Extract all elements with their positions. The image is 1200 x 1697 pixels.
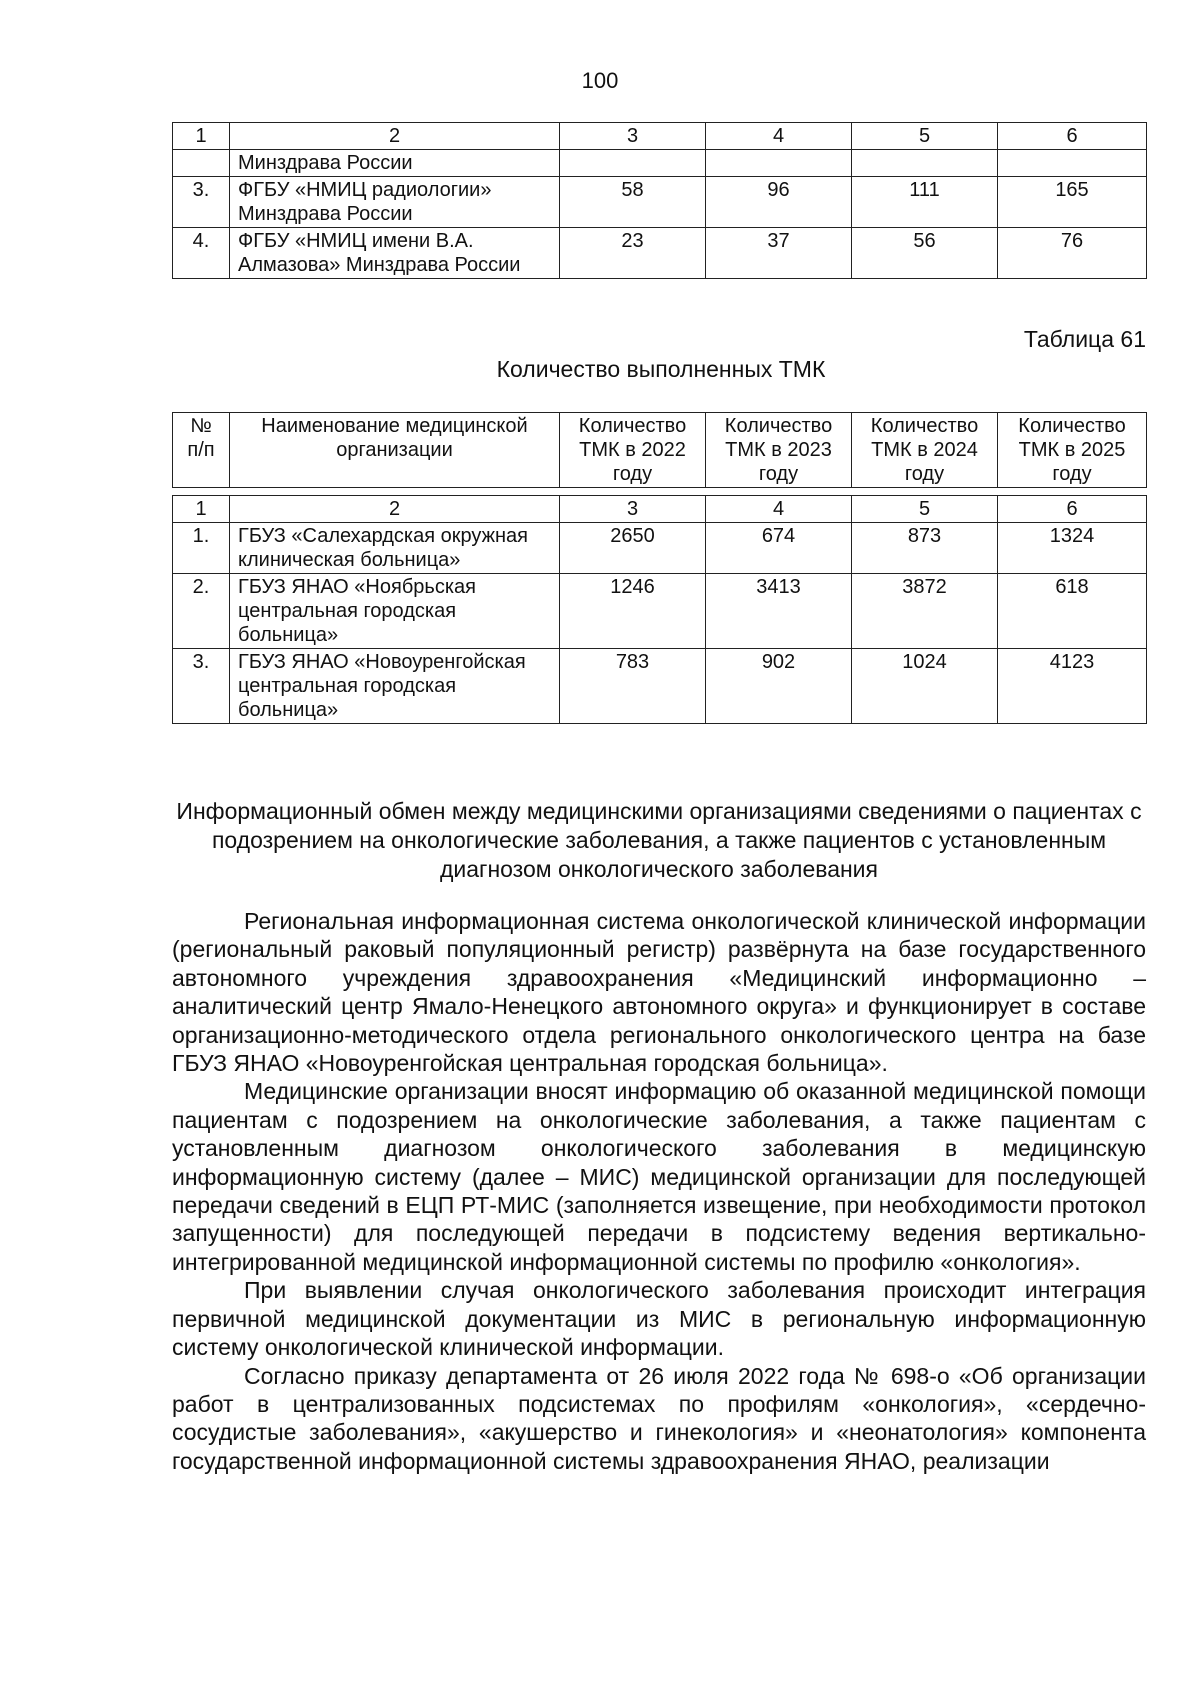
table-cell: 1 <box>173 123 230 150</box>
column-header: № п/п <box>173 413 230 488</box>
value-2025 <box>998 150 1147 177</box>
table-title: Количество выполненных ТМК <box>496 356 826 382</box>
value-2022 <box>560 150 706 177</box>
table-cell: 3 <box>560 496 706 523</box>
value-2024 <box>852 150 998 177</box>
value-2024: 111 <box>852 177 998 228</box>
table-row <box>173 523 1147 574</box>
value-2025: 76 <box>998 228 1147 279</box>
table-cell: 6 <box>998 123 1147 150</box>
table-index-row <box>173 496 1147 523</box>
value-2022: 23 <box>560 228 706 279</box>
row-number: 2. <box>173 574 230 649</box>
table-caption: Таблица 61 <box>1023 326 1146 352</box>
table-row <box>173 150 1147 177</box>
column-header: Количество ТМК в 2024 году <box>852 413 998 488</box>
value-2023 <box>706 150 852 177</box>
value-2022: 2650 <box>560 523 706 574</box>
row-number: 4. <box>173 228 230 279</box>
value-2022: 58 <box>560 177 706 228</box>
org-name: ФГБУ «НМИЦ радиологии» Минздрава России <box>230 177 560 228</box>
org-name: ГБУЗ «Салехардская окружная клиническая больница» <box>230 523 560 574</box>
table-row <box>173 177 1147 228</box>
value-2022: 783 <box>560 649 706 724</box>
table-cell: 1 <box>173 496 230 523</box>
paragraph: Согласно приказу департамента от 26 июля 2022 года № 698-о «Об организации работ в централизованных подсистемах по профилям «онкология», «сердечно-сосудистые заболевания», «акушерство и гинекология» и «неонатология» компонента государственной информационной системы здравоохранения ЯНАО, реализации <box>172 1362 1146 1474</box>
section-heading: Информационный обмен между медицинскими организациями сведениями о пациентах с подозрением на онкологические заболевания, а также пациентов с установленным диагнозом онкологического заболевания <box>176 798 1142 882</box>
column-header: Количество ТМК в 2022 году <box>560 413 706 488</box>
row-number <box>173 150 230 177</box>
row-number: 3. <box>173 177 230 228</box>
column-header: Количество ТМК в 2023 году <box>706 413 852 488</box>
column-header: Количество ТМК в 2025 году <box>998 413 1147 488</box>
value-2024: 56 <box>852 228 998 279</box>
table-cell: 2 <box>230 123 560 150</box>
value-2023: 674 <box>706 523 852 574</box>
row-number: 1. <box>173 523 230 574</box>
table-body <box>172 495 1147 724</box>
column-header: Наименование медицинской организации <box>230 413 560 488</box>
table-cell: 4 <box>706 123 852 150</box>
value-2025: 1324 <box>998 523 1147 574</box>
value-2025: 618 <box>998 574 1147 649</box>
table-row <box>173 649 1147 724</box>
value-2025: 4123 <box>998 649 1147 724</box>
paragraph: Региональная информационная система онкологической клинической информации (региональный раковый популяционный регистр) развёрнута на базе государственного автономного учреждения здравоохранения «Медицинский информационно – аналитический центр Ямало-Ненецкого автономного округа» и функционирует в составе организационно-методического отдела регионального онкологического центра на базе ГБУЗ ЯНАО «Новоуренгойская центральная городская больница». <box>172 908 1146 1077</box>
paragraph: Медицинские организации вносят информацию об оказанной медицинской помощи пациентам с подозрением на онкологические заболевания, а также пациентам с установленным диагнозом онкологического заболевания в медицинскую информационную систему (далее – МИС) медицинской организации для последующей передачи сведений в ЕЦП РТ-МИС (заполняется извещение, при необходимости протокол запущенности) для последующей передачи в подсистему ведения вертикально-интегрированной медицинской информационной системы по профилю «онкология». <box>172 1078 1146 1275</box>
table-cell: 4 <box>706 496 852 523</box>
value-2025: 165 <box>998 177 1147 228</box>
value-2023: 96 <box>706 177 852 228</box>
org-name: ФГБУ «НМИЦ имени В.А. Алмазова» Минздрава России <box>230 228 560 279</box>
value-2023: 902 <box>706 649 852 724</box>
table-continuation <box>172 122 1147 279</box>
table-cell: 3 <box>560 123 706 150</box>
value-2024: 3872 <box>852 574 998 649</box>
table-row <box>173 574 1147 649</box>
value-2024: 873 <box>852 523 998 574</box>
table-cell: 5 <box>852 496 998 523</box>
table-cell: 6 <box>998 496 1147 523</box>
paragraph: При выявлении случая онкологического заболевания происходит интеграция первичной медицинской документации из МИС в региональную информационную систему онкологической клинической информации. <box>172 1277 1146 1361</box>
value-2023: 37 <box>706 228 852 279</box>
value-2024: 1024 <box>852 649 998 724</box>
value-2023: 3413 <box>706 574 852 649</box>
table-cell: 5 <box>852 123 998 150</box>
row-number: 3. <box>173 649 230 724</box>
org-name: Минздрава России <box>230 150 560 177</box>
org-name: ГБУЗ ЯНАО «Ноябрьская центральная городская больница» <box>230 574 560 649</box>
table-cell: 2 <box>230 496 560 523</box>
page-number: 100 <box>581 68 619 93</box>
table-row <box>173 228 1147 279</box>
column-header-row <box>173 413 1147 488</box>
table-header <box>172 412 1147 488</box>
value-2022: 1246 <box>560 574 706 649</box>
table-index-row <box>173 123 1147 150</box>
org-name: ГБУЗ ЯНАО «Новоуренгойская центральная городская больница» <box>230 649 560 724</box>
body-text <box>172 907 1146 1475</box>
